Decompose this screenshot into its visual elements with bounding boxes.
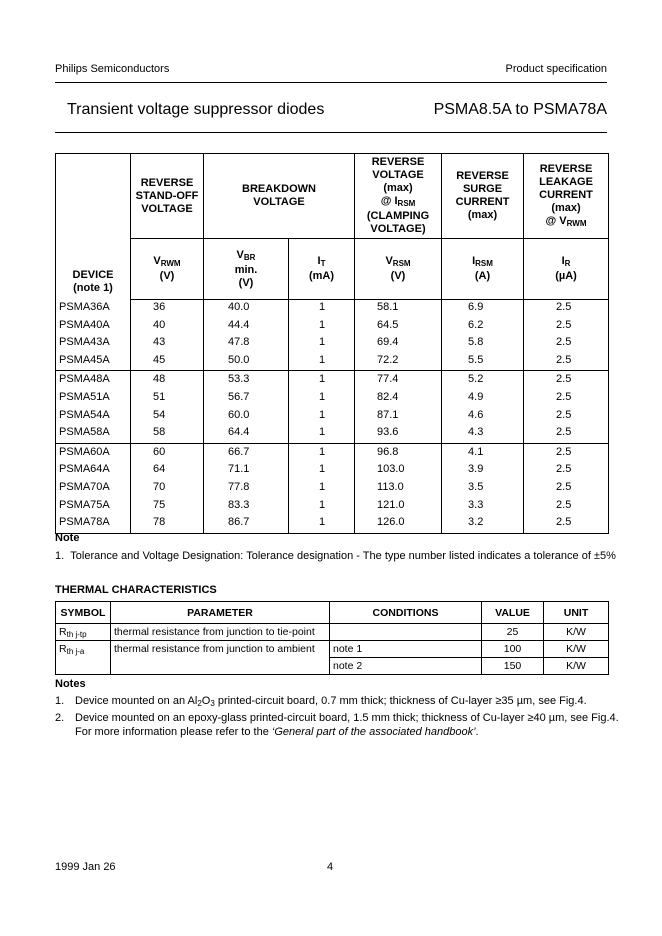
thermal-parameter xyxy=(111,658,330,675)
irsm-cell: 3.9 xyxy=(442,462,524,480)
th-value: VALUE xyxy=(482,602,544,624)
irsm-cell: 5.5 xyxy=(442,353,524,371)
thermal-unit: K/W xyxy=(544,624,609,641)
vbr-cell: 56.7 xyxy=(204,390,289,408)
table-row xyxy=(56,353,609,371)
vbr-cell: 40.0 xyxy=(204,300,289,318)
surge-header: REVERSE SURGE CURRENT (max) xyxy=(442,154,524,239)
table-row xyxy=(56,443,609,462)
table-row xyxy=(56,408,609,426)
ir-cell: 2.5 xyxy=(524,300,609,318)
thermal-condition: note 2 xyxy=(330,658,482,675)
page-number: 4 xyxy=(327,861,334,873)
thermal-section-title: THERMAL CHARACTERISTICS xyxy=(55,584,217,596)
notes-item-2: Device mounted on an epoxy-glass printed-circuit board, 1.5 mm thick; thickness of Cu-layer ≥40 µm, see Fig.4. xyxy=(75,712,619,724)
table-row xyxy=(56,515,609,533)
ir-cell: 2.5 xyxy=(524,515,609,533)
vbr-cell: 47.8 xyxy=(204,335,289,353)
it-cell: 1 xyxy=(289,425,355,443)
irsm-cell: 3.5 xyxy=(442,480,524,498)
vrwm-cell: 70 xyxy=(131,480,204,498)
vbr-cell: 77.8 xyxy=(204,480,289,498)
device-cell: PSMA60A xyxy=(56,443,131,462)
th-parameter: PARAMETER xyxy=(111,602,330,624)
ir-cell: 2.5 xyxy=(524,443,609,462)
it-cell: 1 xyxy=(289,462,355,480)
vrsm-cell: 69.4 xyxy=(355,335,442,353)
vrwm-cell: 60 xyxy=(131,443,204,462)
device-cell: PSMA54A xyxy=(56,408,131,426)
ir-cell: 2.5 xyxy=(524,353,609,371)
ir-cell: 2.5 xyxy=(524,408,609,426)
it-cell: 1 xyxy=(289,390,355,408)
device-cell: PSMA36A xyxy=(56,300,131,318)
breakdown-header: BREAKDOWN VOLTAGE xyxy=(204,154,355,239)
vrsm-cell: 72.2 xyxy=(355,353,442,371)
vrwm-cell: 78 xyxy=(131,515,204,533)
device-cell: PSMA43A xyxy=(56,335,131,353)
irsm-cell: 3.3 xyxy=(442,498,524,516)
thermal-symbol: $R_{th j-a}$ xyxy=(56,641,111,658)
thermal-row xyxy=(56,624,609,641)
ir-cell: 2.5 xyxy=(524,498,609,516)
irsm-subheader: $I_{RSM}$ (A) xyxy=(442,239,524,300)
it-cell: 1 xyxy=(289,353,355,371)
ir-cell: 2.5 xyxy=(524,335,609,353)
table-subheader-row xyxy=(56,239,609,300)
ir-cell: 2.5 xyxy=(524,425,609,443)
table-row xyxy=(56,462,609,480)
vbr-cell: 50.0 xyxy=(204,353,289,371)
characteristics-table xyxy=(55,153,609,534)
th-symbol: SYMBOL xyxy=(56,602,111,624)
vbr-cell: 83.3 xyxy=(204,498,289,516)
irsm-cell: 4.9 xyxy=(442,390,524,408)
vrwm-cell: 45 xyxy=(131,353,204,371)
vbr-subheader: $V_{BR}$ min. (V) xyxy=(204,239,289,300)
it-cell: 1 xyxy=(289,300,355,318)
vrwm-cell: 75 xyxy=(131,498,204,516)
table-row xyxy=(56,390,609,408)
ir-cell: 2.5 xyxy=(524,462,609,480)
vrwm-cell: 64 xyxy=(131,462,204,480)
table-row xyxy=(56,300,609,318)
vrsm-cell: 87.1 xyxy=(355,408,442,426)
vrsm-cell: 77.4 xyxy=(355,371,442,390)
header-rule xyxy=(55,82,607,83)
ir-subheader: $I_R$ (µA) xyxy=(524,239,609,300)
vrsm-cell: 121.0 xyxy=(355,498,442,516)
vbr-cell: 53.3 xyxy=(204,371,289,390)
ir-cell: 2.5 xyxy=(524,480,609,498)
leakage-header: REVERSE LEAKAGE CURRENT (max) @ $V_{RWM}$ xyxy=(524,154,609,239)
vrsm-cell: 96.8 xyxy=(355,443,442,462)
note-item: 1. Tolerance and Voltage Designation: Tolerance designation - The type number listed indicates a tolerance of ±5% xyxy=(55,550,616,562)
thermal-symbol xyxy=(56,658,111,675)
thermal-row xyxy=(56,658,609,675)
clamping-header: REVERSE VOLTAGE (max) @ $I_{RSM}$ (CLAMPING VOLTAGE) xyxy=(355,154,442,239)
thermal-table xyxy=(55,601,609,675)
vbr-cell: 60.0 xyxy=(204,408,289,426)
vrsm-cell: 64.5 xyxy=(355,318,442,336)
it-cell: 1 xyxy=(289,443,355,462)
vrwm-cell: 54 xyxy=(131,408,204,426)
footer-date: 1999 Jan 26 xyxy=(55,861,116,873)
notes-item-2-ref: For more information please refer to the ‘General part of the associated handbook’. xyxy=(75,726,479,738)
th-conditions: CONDITIONS xyxy=(330,602,482,624)
it-subheader: $I_T$ (mA) xyxy=(289,239,355,300)
irsm-cell: 4.6 xyxy=(442,408,524,426)
it-cell: 1 xyxy=(289,335,355,353)
vrsm-subheader: $V_{RSM}$ (V) xyxy=(355,239,442,300)
vrwm-subheader: $V_{RWM}$ (V) xyxy=(131,239,204,300)
thermal-unit: K/W xyxy=(544,641,609,658)
irsm-cell: 5.8 xyxy=(442,335,524,353)
table-row xyxy=(56,480,609,498)
vrsm-cell: 58.1 xyxy=(355,300,442,318)
ir-cell: 2.5 xyxy=(524,318,609,336)
notes-title: Notes xyxy=(55,678,86,690)
thermal-condition xyxy=(330,624,482,641)
vrsm-cell: 103.0 xyxy=(355,462,442,480)
thermal-header-row xyxy=(56,602,609,624)
device-cell: PSMA78A xyxy=(56,515,131,533)
vrsm-cell: 82.4 xyxy=(355,390,442,408)
device-header: DEVICE (note 1) xyxy=(56,154,131,300)
vrwm-cell: 36 xyxy=(131,300,204,318)
irsm-cell: 4.1 xyxy=(442,443,524,462)
it-cell: 1 xyxy=(289,371,355,390)
standoff-header: REVERSE STAND-OFF VOLTAGE xyxy=(131,154,204,239)
device-cell: PSMA48A xyxy=(56,371,131,390)
device-cell: PSMA40A xyxy=(56,318,131,336)
document-title: Transient voltage suppressor diodes xyxy=(67,101,325,118)
th-unit: UNIT xyxy=(544,602,609,624)
vrwm-cell: 48 xyxy=(131,371,204,390)
table-row xyxy=(56,335,609,353)
thermal-value: 25 xyxy=(482,624,544,641)
notes-item-2-number: 2. xyxy=(55,712,65,724)
vbr-cell: 66.7 xyxy=(204,443,289,462)
thermal-symbol: $R_{th j-tp}$ xyxy=(56,624,111,641)
vbr-cell: 44.4 xyxy=(204,318,289,336)
thermal-row xyxy=(56,641,609,658)
vbr-cell: 64.4 xyxy=(204,425,289,443)
it-cell: 1 xyxy=(289,515,355,533)
vrwm-cell: 58 xyxy=(131,425,204,443)
it-cell: 1 xyxy=(289,408,355,426)
table-row xyxy=(56,498,609,516)
thermal-parameter: thermal resistance from junction to tie-point xyxy=(111,624,330,641)
thermal-parameter: thermal resistance from junction to ambient xyxy=(111,641,330,658)
device-cell: PSMA58A xyxy=(56,425,131,443)
vrwm-cell: 51 xyxy=(131,390,204,408)
vrsm-cell: 113.0 xyxy=(355,480,442,498)
ir-cell: 2.5 xyxy=(524,390,609,408)
device-cell: PSMA70A xyxy=(56,480,131,498)
irsm-cell: 4.3 xyxy=(442,425,524,443)
irsm-cell: 6.9 xyxy=(442,300,524,318)
table-row xyxy=(56,318,609,336)
irsm-cell: 6.2 xyxy=(442,318,524,336)
it-cell: 1 xyxy=(289,318,355,336)
vbr-cell: 71.1 xyxy=(204,462,289,480)
device-cell: PSMA45A xyxy=(56,353,131,371)
notes-item-1-number: 1. xyxy=(55,695,65,707)
ir-cell: 2.5 xyxy=(524,371,609,390)
part-range: PSMA8.5A to PSMA78A xyxy=(433,101,607,118)
device-cell: PSMA75A xyxy=(56,498,131,516)
notes-item-1: Device mounted on an $Al_2O_3$ printed-circuit board, 0.7 mm thick; thickness of Cu-layer ≥35 µm, see Fig.4. xyxy=(75,695,587,708)
title-rule xyxy=(55,132,607,133)
thermal-condition: note 1 xyxy=(330,641,482,658)
vrwm-cell: 40 xyxy=(131,318,204,336)
table-header-row xyxy=(56,154,609,239)
thermal-value: 150 xyxy=(482,658,544,675)
device-cell: PSMA64A xyxy=(56,462,131,480)
irsm-cell: 3.2 xyxy=(442,515,524,533)
irsm-cell: 5.2 xyxy=(442,371,524,390)
vrsm-cell: 126.0 xyxy=(355,515,442,533)
it-cell: 1 xyxy=(289,498,355,516)
it-cell: 1 xyxy=(289,480,355,498)
thermal-unit: K/W xyxy=(544,658,609,675)
document-type: Product specification xyxy=(505,63,607,75)
table-row xyxy=(56,425,609,443)
device-cell: PSMA51A xyxy=(56,390,131,408)
vbr-cell: 86.7 xyxy=(204,515,289,533)
note-title: Note xyxy=(55,532,80,544)
company-name: Philips Semiconductors xyxy=(55,63,170,75)
thermal-value: 100 xyxy=(482,641,544,658)
vrwm-cell: 43 xyxy=(131,335,204,353)
vrsm-cell: 93.6 xyxy=(355,425,442,443)
table-row xyxy=(56,371,609,390)
